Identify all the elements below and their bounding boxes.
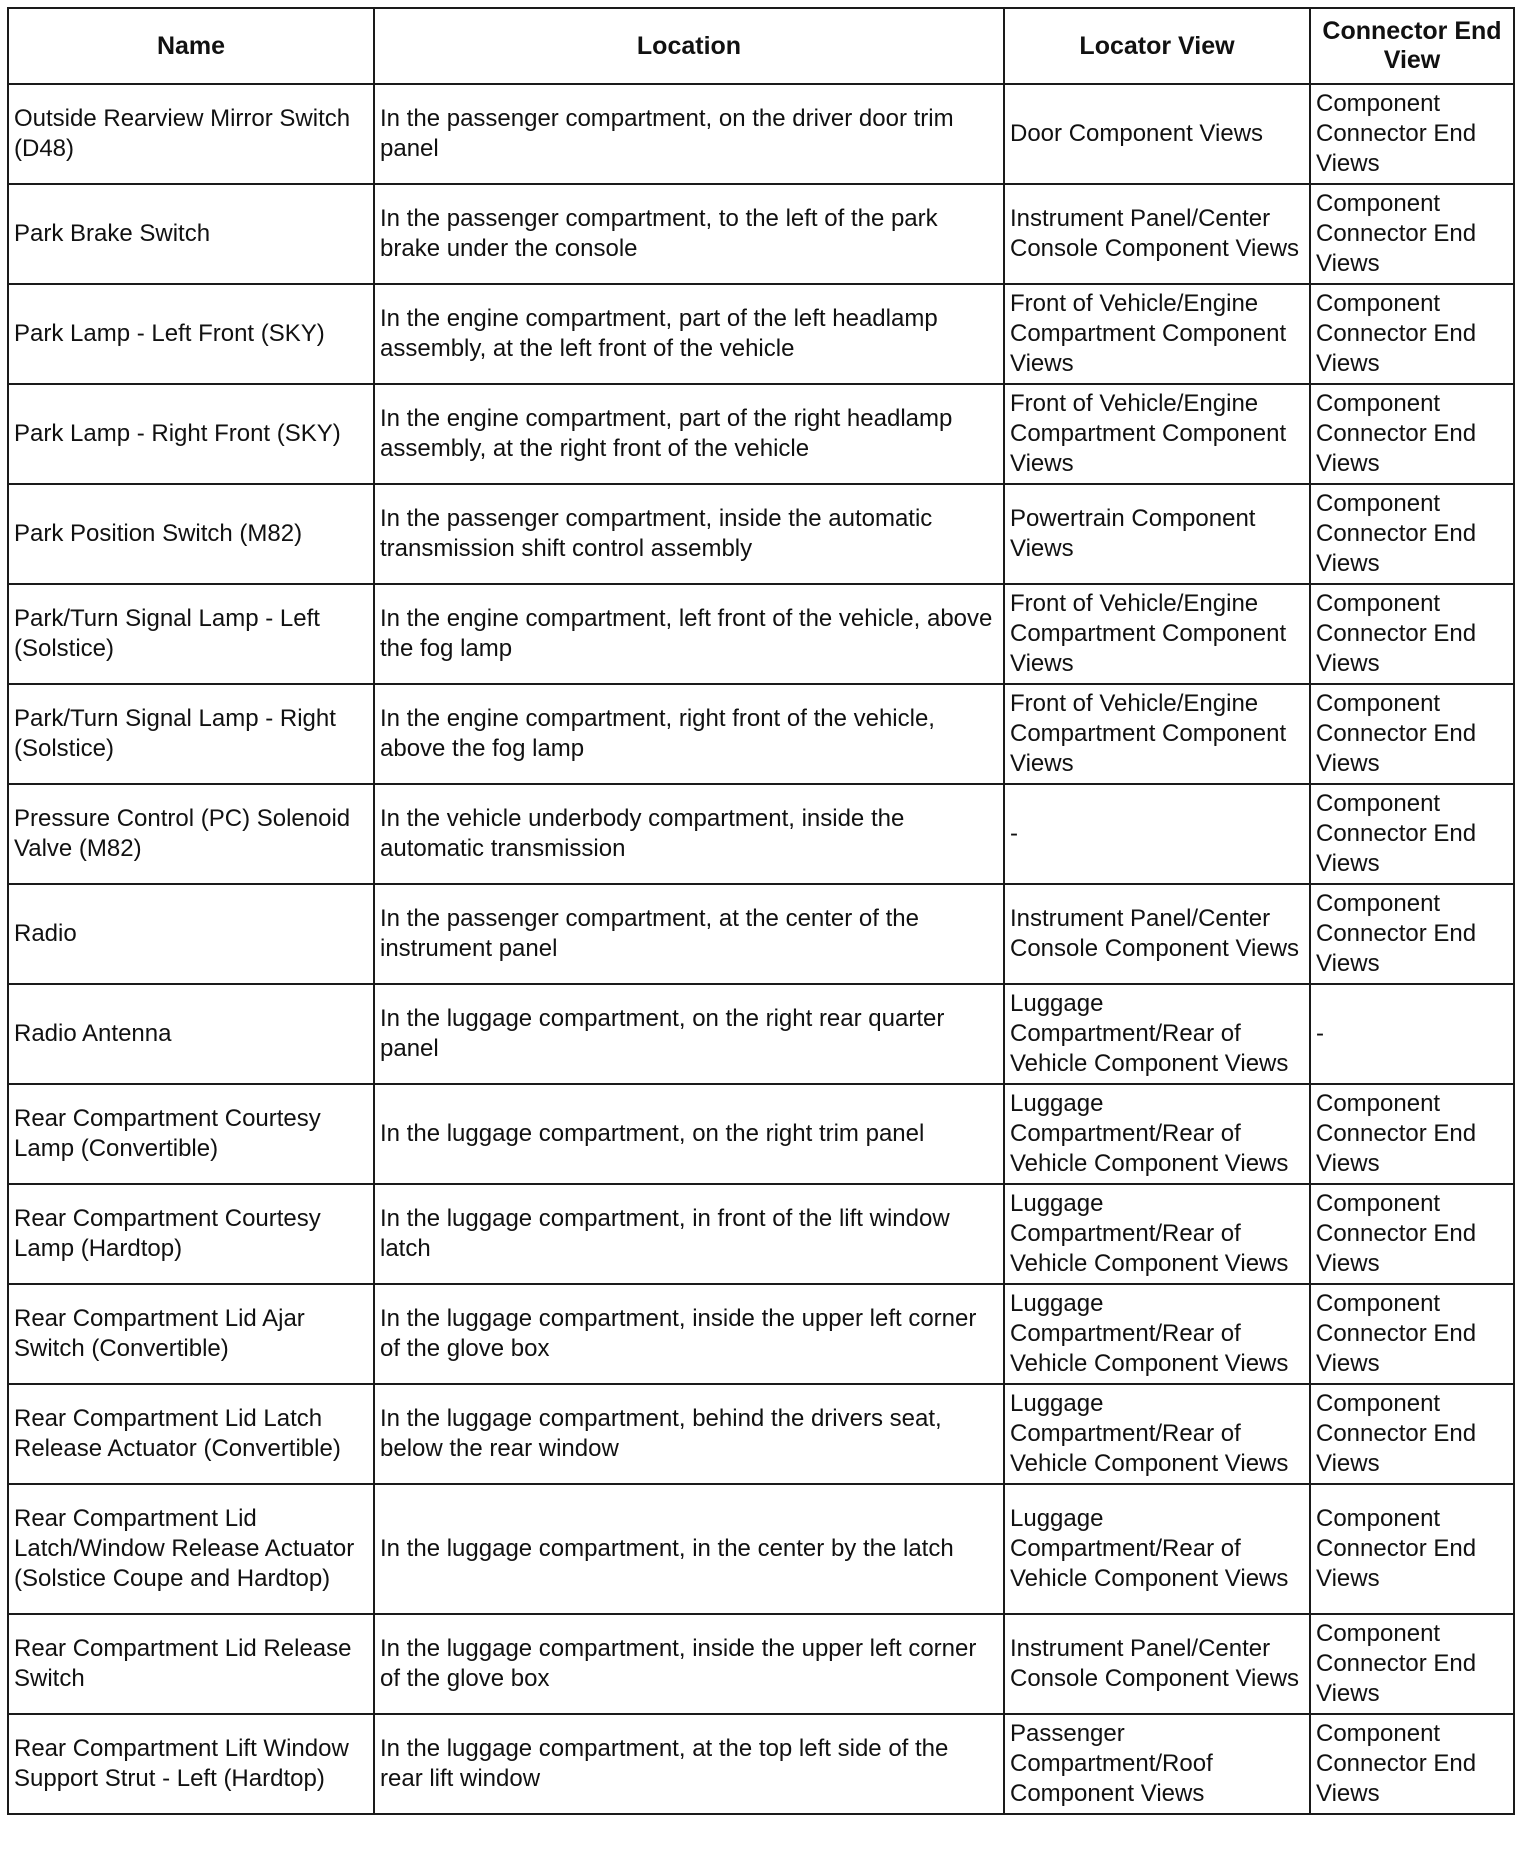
cell-connector-end-view: Component Connector End Views	[1310, 184, 1514, 284]
cell-connector-end-view: Component Connector End Views	[1310, 484, 1514, 584]
cell-name: Park Lamp - Right Front (SKY)	[8, 384, 374, 484]
cell-location: In the luggage compartment, inside the upper left corner of the glove box	[374, 1614, 1004, 1714]
cell-name: Park Lamp - Left Front (SKY)	[8, 284, 374, 384]
cell-locator-view: Luggage Compartment/Rear of Vehicle Component Views	[1004, 1484, 1310, 1614]
table-row	[8, 1284, 1514, 1384]
cell-name: Rear Compartment Courtesy Lamp (Convertible)	[8, 1084, 374, 1184]
cell-name: Rear Compartment Lid Ajar Switch (Convertible)	[8, 1284, 374, 1384]
table-row	[8, 684, 1514, 784]
cell-location: In the vehicle underbody compartment, inside the automatic transmission	[374, 784, 1004, 884]
cell-name: Rear Compartment Courtesy Lamp (Hardtop)	[8, 1184, 374, 1284]
cell-location: In the passenger compartment, at the center of the instrument panel	[374, 884, 1004, 984]
cell-locator-view: Passenger Compartment/Roof Component Views	[1004, 1714, 1310, 1814]
cell-connector-end-view: Component Connector End Views	[1310, 84, 1514, 184]
cell-locator-view: Luggage Compartment/Rear of Vehicle Component Views	[1004, 1184, 1310, 1284]
table-row	[8, 1084, 1514, 1184]
cell-connector-end-view: Component Connector End Views	[1310, 584, 1514, 684]
header-location: Location	[374, 8, 1004, 84]
cell-connector-end-view: Component Connector End Views	[1310, 784, 1514, 884]
cell-connector-end-view: Component Connector End Views	[1310, 884, 1514, 984]
cell-location: In the luggage compartment, at the top left side of the rear lift window	[374, 1714, 1004, 1814]
cell-locator-view: -	[1004, 784, 1310, 884]
cell-locator-view: Luggage Compartment/Rear of Vehicle Component Views	[1004, 1084, 1310, 1184]
table-row	[8, 1484, 1514, 1614]
table-body	[8, 84, 1514, 1814]
cell-location: In the passenger compartment, to the left of the park brake under the console	[374, 184, 1004, 284]
cell-locator-view: Front of Vehicle/Engine Compartment Component Views	[1004, 384, 1310, 484]
cell-location: In the luggage compartment, on the right rear quarter panel	[374, 984, 1004, 1084]
cell-location: In the engine compartment, part of the left headlamp assembly, at the left front of the vehicle	[374, 284, 1004, 384]
cell-location: In the luggage compartment, in the center by the latch	[374, 1484, 1004, 1614]
cell-location: In the luggage compartment, on the right trim panel	[374, 1084, 1004, 1184]
table-row	[8, 484, 1514, 584]
header-row	[8, 8, 1514, 84]
cell-connector-end-view: Component Connector End Views	[1310, 684, 1514, 784]
cell-connector-end-view: Component Connector End Views	[1310, 1084, 1514, 1184]
cell-name: Rear Compartment Lift Window Support Strut - Left (Hardtop)	[8, 1714, 374, 1814]
cell-connector-end-view: Component Connector End Views	[1310, 1484, 1514, 1614]
cell-connector-end-view: Component Connector End Views	[1310, 284, 1514, 384]
table-row	[8, 1714, 1514, 1814]
header-connector-end-view: Connector End View	[1310, 8, 1514, 84]
header-name: Name	[8, 8, 374, 84]
cell-connector-end-view: Component Connector End Views	[1310, 1284, 1514, 1384]
table-row	[8, 1184, 1514, 1284]
cell-name: Park/Turn Signal Lamp - Left (Solstice)	[8, 584, 374, 684]
cell-locator-view: Powertrain Component Views	[1004, 484, 1310, 584]
cell-locator-view: Front of Vehicle/Engine Compartment Component Views	[1004, 584, 1310, 684]
cell-name: Radio	[8, 884, 374, 984]
cell-name: Park/Turn Signal Lamp - Right (Solstice)	[8, 684, 374, 784]
table-row	[8, 384, 1514, 484]
table-row	[8, 584, 1514, 684]
cell-location: In the engine compartment, left front of the vehicle, above the fog lamp	[374, 584, 1004, 684]
cell-location: In the luggage compartment, in front of the lift window latch	[374, 1184, 1004, 1284]
cell-locator-view: Front of Vehicle/Engine Compartment Component Views	[1004, 284, 1310, 384]
table-row	[8, 784, 1514, 884]
cell-name: Radio Antenna	[8, 984, 374, 1084]
component-locator-table	[7, 7, 1515, 1815]
header-locator-view: Locator View	[1004, 8, 1310, 84]
cell-locator-view: Instrument Panel/Center Console Component Views	[1004, 884, 1310, 984]
cell-location: In the engine compartment, part of the right headlamp assembly, at the right front of the vehicle	[374, 384, 1004, 484]
cell-connector-end-view: -	[1310, 984, 1514, 1084]
table-row	[8, 84, 1514, 184]
cell-name: Pressure Control (PC) Solenoid Valve (M82)	[8, 784, 374, 884]
table-row	[8, 984, 1514, 1084]
cell-location: In the luggage compartment, behind the drivers seat, below the rear window	[374, 1384, 1004, 1484]
cell-name: Rear Compartment Lid Latch Release Actuator (Convertible)	[8, 1384, 374, 1484]
cell-location: In the engine compartment, right front of the vehicle, above the fog lamp	[374, 684, 1004, 784]
table-row	[8, 1384, 1514, 1484]
table-row	[8, 184, 1514, 284]
cell-name: Park Brake Switch	[8, 184, 374, 284]
cell-name: Outside Rearview Mirror Switch (D48)	[8, 84, 374, 184]
cell-location: In the passenger compartment, on the driver door trim panel	[374, 84, 1004, 184]
table-row	[8, 1614, 1514, 1714]
cell-locator-view: Luggage Compartment/Rear of Vehicle Component Views	[1004, 1284, 1310, 1384]
cell-name: Rear Compartment Lid Latch/Window Release Actuator (Solstice Coupe and Hardtop)	[8, 1484, 374, 1614]
cell-locator-view: Luggage Compartment/Rear of Vehicle Component Views	[1004, 1384, 1310, 1484]
table-row	[8, 884, 1514, 984]
cell-location: In the passenger compartment, inside the automatic transmission shift control assembly	[374, 484, 1004, 584]
document-page	[7, 7, 1513, 1815]
cell-connector-end-view: Component Connector End Views	[1310, 1614, 1514, 1714]
table-row	[8, 284, 1514, 384]
cell-connector-end-view: Component Connector End Views	[1310, 1714, 1514, 1814]
cell-locator-view: Luggage Compartment/Rear of Vehicle Component Views	[1004, 984, 1310, 1084]
table-header	[8, 8, 1514, 84]
cell-connector-end-view: Component Connector End Views	[1310, 384, 1514, 484]
cell-connector-end-view: Component Connector End Views	[1310, 1184, 1514, 1284]
cell-locator-view: Instrument Panel/Center Console Component Views	[1004, 1614, 1310, 1714]
cell-locator-view: Door Component Views	[1004, 84, 1310, 184]
cell-name: Park Position Switch (M82)	[8, 484, 374, 584]
cell-name: Rear Compartment Lid Release Switch	[8, 1614, 374, 1714]
cell-locator-view: Front of Vehicle/Engine Compartment Component Views	[1004, 684, 1310, 784]
cell-connector-end-view: Component Connector End Views	[1310, 1384, 1514, 1484]
cell-locator-view: Instrument Panel/Center Console Component Views	[1004, 184, 1310, 284]
cell-location: In the luggage compartment, inside the upper left corner of the glove box	[374, 1284, 1004, 1384]
